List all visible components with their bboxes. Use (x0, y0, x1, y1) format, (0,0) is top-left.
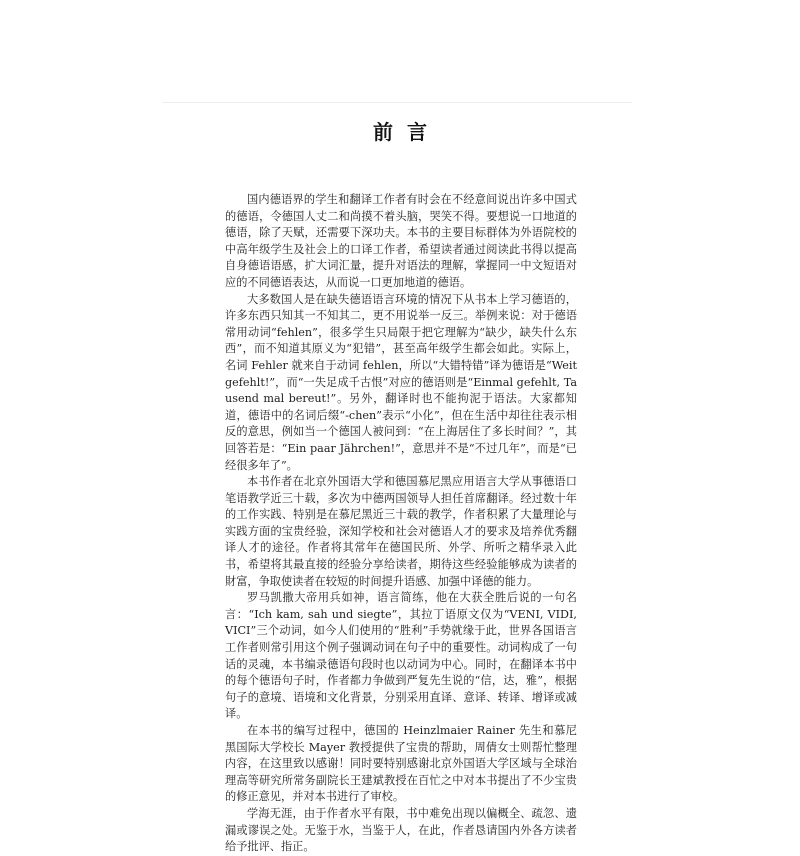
preface-body (225, 192, 577, 856)
paragraph-3: 本书作者在北京外国语大学和德国慕尼黑应用语言大学从事德语口笔语教学近三十载，多次为中德两国领导人担任首席翻译。经过数十年的工作实践、特别是在慕尼黑近三十载的教学，作者积累了大量理论与实践方面的宝贵经验，深知学校和社会对德语人才的要求及培养优秀翻译人才的途径。作者将其常年在德国民所、外学、所听之精华录入此书，希望将其最直接的经验分享给读者，期待这些经验能够成为读者的財富，争取使读者在较短的时间提升语感、加强中译德的能力。 (225, 475, 577, 588)
paragraph-2: 大多数国人是在缺失德语语言环境的情况下从书本上学习德语的，许多东西只知其一不知其二，更不用说举一反三。举例来说：对于德语常用动词“fehlen”，很多学生只局限于把它理解为“缺少，缺失什么东西”，而不知道其原义为“犯错”，甚至高年级学生都会如此。实际上，名词 Fehler 就来自于动词 fehlen，所以“大错特错”译为德语是“Weit gefehlt!”，而“一失足成千古恨”对应的德语则是“Einmal gefehlt, Tausend mal bereut!”。另外，翻译时也不能拘泥于语法。大家都知道，德语中的名词后缀“-chen”表示“小化”，但在生活中却往往表示相反的意思，例如当一个德国人被问到：“在上海居住了多长时间？”，其回答若是：“Ein paar Jährchen!”，意思并不是“不过几年”，而是“已经很多年了”。 (225, 292, 577, 472)
paragraph-4: 罗马凯撒大帝用兵如神，语言简练，他在大获全胜后说的一句名言：“Ich kam, sah und siegte”，其拉丁语原文仅为“VENI, VIDI, VICI”三个动词，如今人们使用的“胜利”手势就缘于此，世界各国语言工作者则常引用这个例子强调动词在句子中的重要性。动词构成了一句话的灵魂，本书编录德语句段时也以动词为中心。同时，在翻译本书中的每个德语句子时，作者都力争做到严复先生说的“信，达，雅”，根据句子的意境、语境和文化背景，分别采用直译、意译、转译、增译或减译。 (225, 591, 577, 721)
paragraph-6: 学海无涯，由于作者水平有限，书中难免出现以偏概全、疏忽、遗漏或谬误之处。无鉴于水，当鉴于人，在此，作者恳请国内外各方读者给予批评、指正。 (225, 806, 577, 854)
page-title: 前言 (373, 120, 441, 144)
paragraph-1: 国内德语界的学生和翻译工作者有时会在不经意间说出许多中国式的德语，令德国人丈二和尚摸不着头脑，哭笑不得。要想说一口地道的德语，除了天赋，还需要下深功夫。本书的主要目标群体为外语院校的中高年级学生及社会上的口译工作者，希望读者通过阅读此书得以提高自身德语语感，扩大词汇量，提升对语法的理解，掌握同一中文短语对应的不同德语表达，从而说一口更加地道的德语。 (225, 193, 577, 289)
header-rule (162, 102, 632, 103)
paragraph-5: 在本书的编写过程中，德国的 Heinzlmaier Rainer 先生和慕尼黑国际大学校长 Mayer 教授提供了宝贵的帮助，周倩女士则帮忙整理内容，在这里致以感谢！同时要特别感谢北京外国语大学区域与全球治理高等研究所常务副院长王建斌教授在百忙之中对本书提出了不少宝贵的修正意见，并对本书进行了审校。 (225, 724, 577, 804)
